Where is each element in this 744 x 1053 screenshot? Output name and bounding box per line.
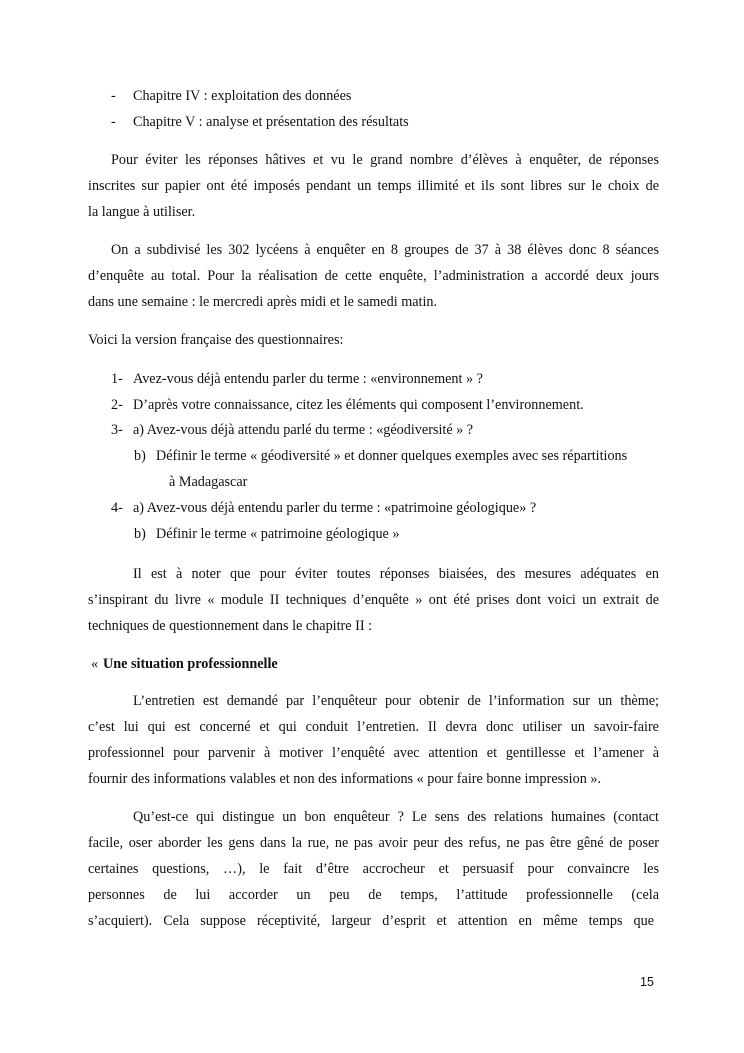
paragraph-line: la langue à utiliser. <box>88 204 196 220</box>
paragraph-line: fournir des informations valables et non des informations « pour faire bonne impression ». <box>88 771 602 787</box>
paragraph-line: s’acquiert). Cela suppose réceptivité, largeur d’esprit et attention en même temps que <box>88 913 654 929</box>
question-number: 2- <box>111 397 123 413</box>
bullet-item: Chapitre V : analyse et présentation des résultats <box>133 114 409 130</box>
bullet-marker: - <box>111 114 116 130</box>
questions-intro: Voici la version française des questionnaires: <box>88 332 344 348</box>
paragraph-line: Qu’est-ce qui distingue un bon enquêteur ? Le sens des relations humaines (contact <box>133 809 659 825</box>
bullet-item: Chapitre IV : exploitation des données <box>133 88 352 104</box>
paragraph-line: L’entretien est demandé par l’enquêteur pour obtenir de l’information sur un thème; <box>133 693 659 709</box>
page-number: 15 <box>640 975 654 989</box>
paragraph-line: facile, oser aborder les gens dans la rue, ne pas avoir peur des refus, ne pas être gêné de poser <box>88 835 659 851</box>
paragraph-line: professionnel pour parvenir à motiver l’enquêté avec attention et gentillesse et l’amener à <box>88 745 659 761</box>
question-text: a) Avez-vous déjà entendu parler du terme : «patrimoine géologique» ? <box>133 500 537 516</box>
question-number: 1- <box>111 371 123 387</box>
paragraph-line: personnes de lui accorder un peu de temps, l’attitude professionnelle (cela <box>88 887 659 903</box>
paragraph-line: d’enquête au total. Pour la réalisation de cette enquête, l’administration a accordé deux jours <box>88 268 659 284</box>
question-text: à Madagascar <box>169 474 248 490</box>
paragraph-line: On a subdivisé les 302 lycéens à enquêter en 8 groupes de 37 à 38 élèves donc 8 séances <box>111 242 659 258</box>
question-text: Avez-vous déjà entendu parler du terme : «environnement » ? <box>133 371 483 387</box>
question-number: 3- <box>111 422 123 438</box>
question-text: D’après votre connaissance, citez les éléments qui composent l’environnement. <box>133 397 584 413</box>
subquestion-label: b) <box>134 526 146 542</box>
quote-mark: « <box>91 656 99 672</box>
question-text: Définir le terme « géodiversité » et donner quelques exemples avec ses répartitions <box>156 448 628 464</box>
question-text: a) Avez-vous déjà attendu parlé du terme : «géodiversité » ? <box>133 422 474 438</box>
paragraph-line: certaines questions, …), le fait d’être accrocheur et persuasif pour convaincre les <box>88 861 659 877</box>
paragraph-line: inscrites sur papier ont été imposés pendant un temps illimité et ils sont libres sur le choix de <box>88 178 659 194</box>
paragraph-line: s’inspirant du livre « module II techniques d’enquête » ont été prises dont voici un extrait de <box>88 592 659 608</box>
subquestion-label: b) <box>134 448 146 464</box>
question-text: Définir le terme « patrimoine géologique » <box>156 526 400 542</box>
question-number: 4- <box>111 500 123 516</box>
paragraph-line: c’est lui qui est concerné et qui conduit l’entretien. Il devra donc utiliser un savoir-faire <box>88 719 659 735</box>
paragraph-line: Pour éviter les réponses hâtives et vu le grand nombre d’élèves à enquêter, de réponses <box>111 152 659 168</box>
section-title: Une situation professionnelle <box>103 656 278 672</box>
paragraph-line: Il est à noter que pour éviter toutes réponses biaisées, des mesures adéquates en <box>133 566 659 582</box>
paragraph-line: dans une semaine : le mercredi après midi et le samedi matin. <box>88 294 438 310</box>
paragraph-line: techniques de questionnement dans le chapitre II : <box>88 618 373 634</box>
bullet-marker: - <box>111 88 116 104</box>
